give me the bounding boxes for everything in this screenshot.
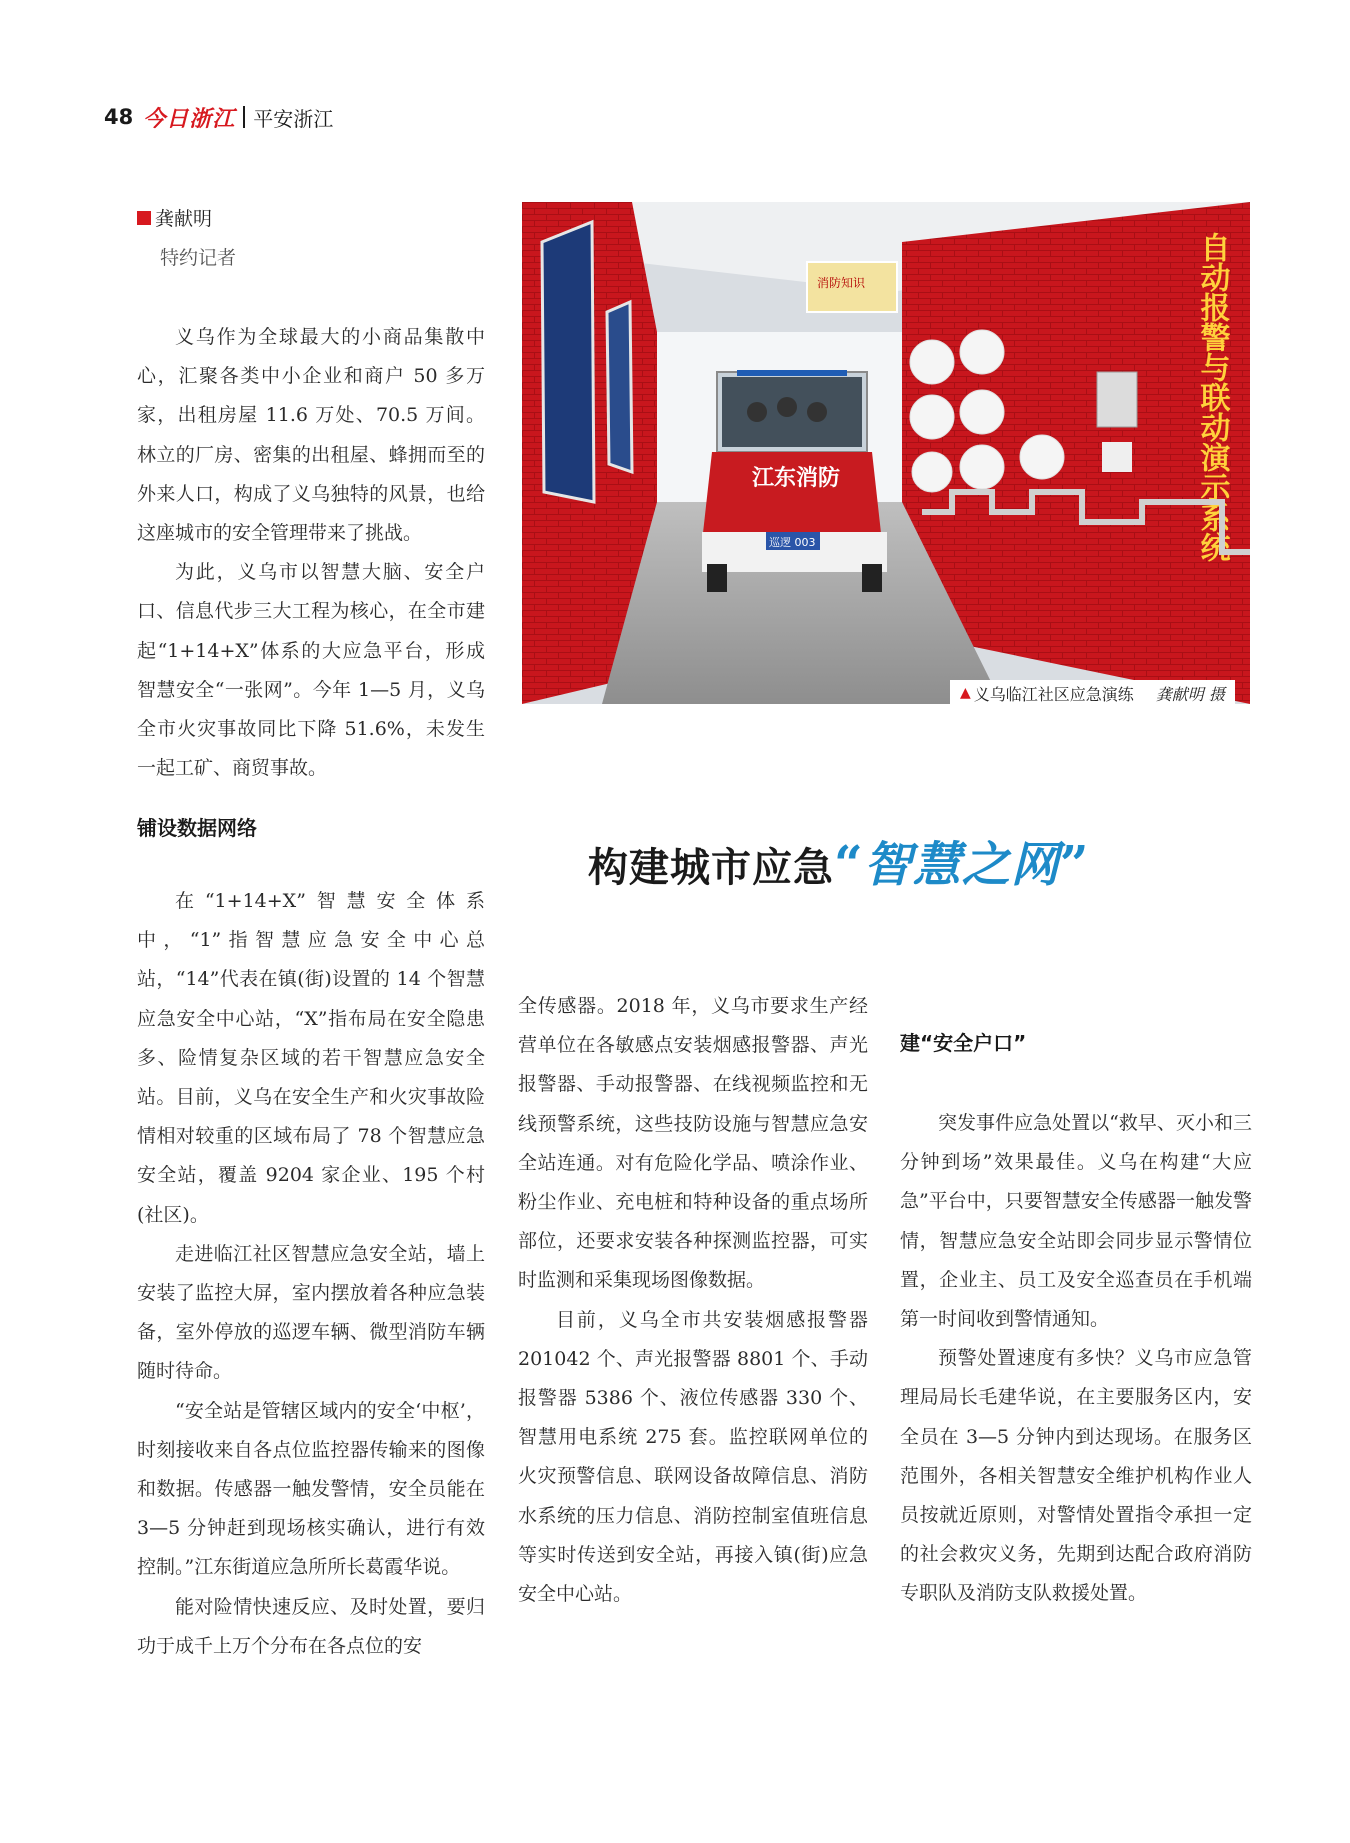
author-role: 特约记者 [160, 247, 237, 269]
paragraph: 走进临江社区智慧应急安全站，墙上安装了监控大屏，室内摆放着各种应急装备，室外停放的巡逻车辆、微型消防车辆随时待命。 [137, 1242, 485, 1383]
subheading [137, 815, 257, 842]
headline-close-quote: ” [1059, 834, 1090, 893]
article-photo [522, 202, 1250, 704]
author-name: 龚献明 [155, 208, 213, 230]
paragraph: 目前，义乌全市共安装烟感报警器 201042 个、声光报警器 8801 个、手动报警器 5386 个、液位传感器 330 个、智慧用电系统 275 套。监控联网单位的火灾预警信息、联网设备故障信息、消防水系统的压力信息、消防控制室值班信息等实时传送到安全站，再接入镇(街)应急安全中心站。 [518, 1308, 868, 1606]
column-3 [900, 1104, 1252, 1614]
paragraph: 预警处置速度有多快？义乌市应急管理局局长毛建华说，在主要服务区内，安全员在 3—5 分钟内到达现场。在服务区范围外，各相关智慧安全维护机构作业人员按就近原则，对警情处置指令承担一定的社会救灾义务，先期到达配合政府消防专职队及消防支队救援处置。 [900, 1347, 1252, 1605]
page-header [104, 102, 333, 132]
subheading-text: 铺设数据网络 [137, 816, 257, 840]
author-byline [137, 204, 212, 231]
fire-station-photo [522, 202, 1250, 704]
wall-slogan: 自动报警与联动演示系统 [1194, 232, 1230, 562]
page-number: 48 [104, 105, 134, 129]
paragraph: 能对险情快速反应、及时处置，要归功于成千上万个分布在各点位的安 [137, 1595, 485, 1657]
paragraph: 义乌作为全球最大的小商品集散中心，汇聚各类中小企业和商户 50 多万家，出租房屋 11.6 万处、70.5 万间。林立的厂房、密集的出租屋、蜂拥而至的外来人口，构成了义乌独特的风景，也给这座城市的安全管理带来了挑战。 [137, 326, 485, 545]
paragraph: 全传感器。2018 年，义乌市要求生产经营单位在各敏感点安装烟感报警器、声光报警器、手动报警器、在线视频监控和无线预警系统，这些技防设施与智慧应急安全站连通。对有危险化学品、喷涂作业、粉尘作业、充电桩和特种设备的重点场所部位，还要求安装各种探测监控器，可实时监测和采集现场图像数据。 [518, 995, 868, 1292]
red-square-icon [137, 211, 151, 225]
board-title: 消防知识 [817, 276, 866, 290]
headline-highlight: 智慧之网 [863, 837, 1060, 893]
paragraph: “安全站是管辖区域内的安全‘中枢’，时刻接收来自各点位监控器传输来的图像和数据。传感器一触发警情，安全员能在 3—5 分钟赶到现场核实确认，进行有效控制。”江东街道应急所所长葛霞华说。 [137, 1399, 485, 1579]
column-1-intro [137, 318, 485, 788]
subheading-text: 建“安全户口” [900, 1031, 1027, 1055]
header-divider [243, 106, 245, 128]
photo-credit: 龚献明 摄 [1155, 684, 1225, 704]
headline-prefix: 构建城市应急 [588, 844, 834, 891]
column-1-body [137, 882, 485, 1666]
triangle-icon: ▲ [960, 685, 971, 701]
subheading [900, 1030, 1026, 1057]
paragraph: 在“1+14+X”智慧安全体系中，“1”指智慧应急安全中心总站，“14”代表在镇(街)设置的 14 个智慧应急安全中心站，“X”指布局在安全隐患多、险情复杂区域的若干智慧应急安全站。目前，义乌在安全生产和火灾事故险情相对较重的区域布局了 78 个智慧应急安全站，覆盖 9204 家企业、195 个村(社区)。 [137, 890, 485, 1226]
section-name: 平安浙江 [253, 106, 334, 131]
paragraph: 突发事件应急处置以“救早、灭小和三分钟到场”效果最佳。义乌在构建“大应急”平台中，只要智慧安全传感器一触发警情，智慧应急安全站即会同步显示警情位置，企业主、员工及安全巡查员在手机端第一时间收到警情通知。 [900, 1112, 1252, 1331]
article-headline [588, 826, 1090, 895]
caption-text: 义乌临江社区应急演练 [973, 684, 1134, 704]
photo-caption [950, 680, 1235, 706]
vehicle-label: 江东消防 [752, 466, 841, 491]
license-plate: 巡逻 003 [769, 536, 816, 549]
paragraph: 为此，义乌市以智慧大脑、安全户口、信息代步三大工程为核心，在全市建起“1+14+X”体系的大应急平台，形成智慧安全“一张网”。今年 1—5 月，义乌全市火灾事故同比下降 51.6%，未发生一起工矿、商贸事故。 [137, 561, 485, 780]
headline-open-quote: “ [834, 834, 864, 893]
column-2 [518, 987, 868, 1614]
magazine-logo: 今日浙江 [143, 105, 236, 132]
